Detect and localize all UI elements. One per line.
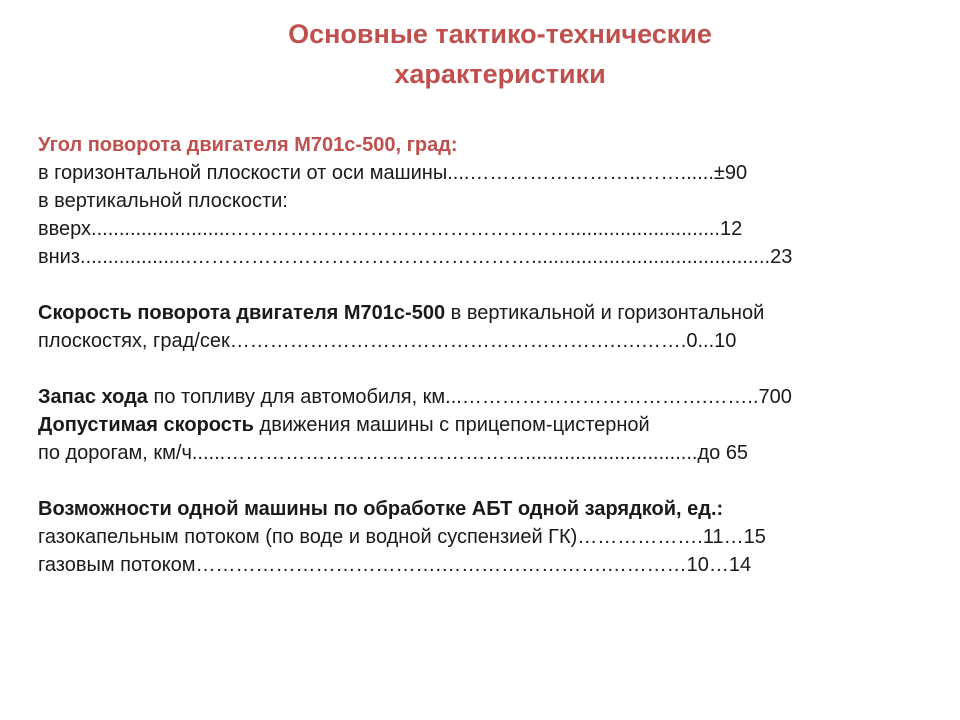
rotation-speed-value-line: плоскостях, град/сек………………………………………………….….…….0...10 — [38, 330, 737, 352]
rotation-angle-heading: Угол поворота двигателя М701с-500, град: — [38, 134, 458, 156]
droplet-flow-line: газокапельным потоком (по воде и водной суспензией ГК)……………….11…15 — [38, 526, 766, 548]
gas-flow-line: газовым потоком……………………………….…………………….…………10…14 — [38, 554, 752, 576]
vertical-down-line: вниз....................……………………………………………...........................................23 — [38, 246, 793, 268]
spacer — [38, 355, 938, 383]
page-title — [0, 14, 960, 94]
spacer — [38, 467, 938, 495]
horizontal-angle-line: в горизонтальной плоскости от оси машины....……………………..……......±90 — [38, 162, 748, 184]
title-line-2: характеристики — [394, 59, 606, 89]
title-line-1: Основные тактико-технические — [288, 19, 712, 49]
spec-body — [38, 131, 938, 579]
capabilities-heading: Возможности одной машины по обработке АБТ одной зарядкой, ед.: — [38, 498, 724, 520]
rotation-speed-text: в вертикальной и горизонтальной — [445, 302, 765, 324]
fuel-range-label: Запас хода — [38, 386, 148, 408]
allowed-speed-value-line: по дорогам, км/ч......………………………………………...............................до 65 — [38, 442, 749, 464]
rotation-speed-label: Скорость поворота двигателя М701с-500 — [38, 302, 446, 324]
fuel-range-text: по топливу для автомобиля, км...……………………………….……..700 — [147, 386, 792, 408]
spacer — [38, 271, 938, 299]
allowed-speed-text: движения машины с прицепом-цистерной — [253, 414, 650, 436]
fuel-range-line — [38, 383, 938, 411]
vertical-plane-line: в вертикальной плоскости: — [38, 190, 288, 212]
vertical-up-line: вверх.........................……………………………………………...........................12 — [38, 218, 743, 240]
allowed-speed-label: Допустимая скорость — [38, 414, 254, 436]
rotation-speed-line — [38, 299, 938, 327]
allowed-speed-line — [38, 411, 938, 439]
